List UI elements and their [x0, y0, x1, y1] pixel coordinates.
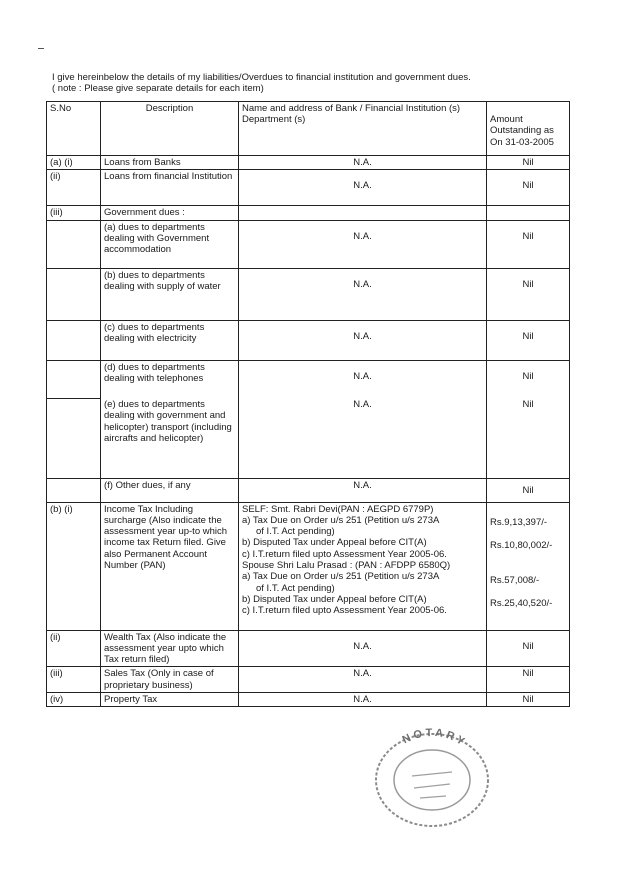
row-sno [47, 398, 101, 478]
table-row [47, 667, 570, 693]
row-amount: Nil [487, 156, 570, 170]
row-amount: Nil [487, 360, 570, 398]
row-amount: Nil [487, 268, 570, 320]
row-sno: (ii) [47, 630, 101, 667]
income-tax-line: c) I.T.return filed upto Assessment Year 2005-06. [242, 548, 447, 560]
income-tax-line: SELF: Smt. Rabri Devi(PAN : AEGPD 6779P) [242, 503, 434, 515]
table-row [47, 156, 570, 170]
row-description: Government dues : [101, 206, 239, 220]
row-description: (e) dues to departments dealing with government and helicopter) transport (including aircrafts and helicopter) [101, 398, 239, 478]
row-description: Income Tax Including surcharge (Also indicate the assessment year up-to which income tax Return filed. Give also Permanent Account Number (PAN) [101, 502, 239, 630]
header-amount: Amount Outstanding as On 31-03-2005 [487, 102, 570, 156]
margin-mark [38, 48, 44, 49]
intro-line-2: ( note : Please give separate details for each item) [52, 83, 264, 94]
row-amount: Nil [487, 398, 570, 478]
row-amount: Nil [487, 630, 570, 667]
row-sno [47, 478, 101, 502]
row-description: (b) dues to departments dealing with supply of water [101, 268, 239, 320]
table-row [47, 502, 570, 630]
row-description: Loans from financial Institution [101, 170, 239, 206]
table-row [47, 398, 570, 478]
row-amounts [487, 502, 570, 630]
income-tax-line: b) Disputed Tax under Appeal before CIT(A) [242, 593, 427, 605]
row-sno [47, 220, 101, 268]
table-row [47, 170, 570, 206]
row-amount [487, 206, 570, 220]
table-row [47, 206, 570, 220]
row-amount: Nil [487, 320, 570, 360]
row-sno: (iii) [47, 206, 101, 220]
row-description: (d) dues to departments dealing with telephones [101, 360, 239, 398]
row-amount: Nil [487, 478, 570, 502]
row-description: Property Tax [101, 693, 239, 707]
income-tax-line: c) I.T.return filed upto Assessment Year 2005-06. [242, 605, 447, 617]
row-sno: (ii) [47, 170, 101, 206]
row-sno: (iv) [47, 693, 101, 707]
row-bank: N.A. [239, 220, 487, 268]
row-bank: N.A. [239, 693, 487, 707]
header-description: Description [101, 102, 239, 156]
amount-value: Rs.9,13,397/- [490, 516, 548, 528]
income-tax-line: a) Tax Due on Order u/s 251 (Petition u/s 273A [242, 571, 440, 583]
row-bank: N.A. [239, 630, 487, 667]
row-bank: N.A. [239, 667, 487, 693]
amount-value: Rs.25,40,520/- [490, 598, 553, 610]
table-row [47, 320, 570, 360]
row-sno: (b) (i) [47, 502, 101, 630]
table-row [47, 478, 570, 502]
notary-stamp [362, 718, 500, 828]
liabilities-table [46, 101, 570, 707]
row-amount: Nil [487, 220, 570, 268]
table-row [47, 220, 570, 268]
row-sno: (a) (i) [47, 156, 101, 170]
header-bank: Name and address of Bank / Financial Institution (s) Department (s) [239, 102, 487, 156]
income-tax-line: of I.T. Act pending) [256, 582, 335, 594]
amount-value: Rs.10,80,002/- [490, 539, 553, 551]
row-amount: Nil [487, 170, 570, 206]
intro-text [52, 72, 471, 94]
row-sno [47, 268, 101, 320]
row-amount: Nil [487, 667, 570, 693]
table-row [47, 630, 570, 667]
row-bank: N.A. [239, 320, 487, 360]
income-tax-line: a) Tax Due on Order u/s 251 (Petition u/s 273A [242, 514, 440, 526]
row-description: (f) Other dues, if any [101, 478, 239, 502]
row-bank: N.A. [239, 268, 487, 320]
row-bank: N.A. [239, 360, 487, 398]
row-sno [47, 360, 101, 398]
header-row [47, 102, 570, 156]
amount-value: Rs.57,008/- [490, 575, 540, 587]
row-bank: N.A. [239, 478, 487, 502]
row-sno: (iii) [47, 667, 101, 693]
income-tax-line: Spouse Shri Lalu Prasad : (PAN : AFDPP 6580Q) [242, 560, 451, 572]
row-description: Loans from Banks [101, 156, 239, 170]
row-bank: N.A. [239, 170, 487, 206]
row-sno [47, 320, 101, 360]
stamp-text: NOTARY [400, 726, 469, 750]
row-bank: N.A. [239, 156, 487, 170]
row-bank-lines [239, 502, 487, 630]
table-row [47, 268, 570, 320]
row-description: Wealth Tax (Also indicate the assessment year upto which Tax return filed) [101, 630, 239, 667]
svg-text:NOTARY [401, 727, 469, 750]
income-tax-line: of I.T. Act pending) [256, 526, 335, 538]
row-bank [239, 206, 487, 220]
table-row [47, 693, 570, 707]
intro-line-1: I give hereinbelow the details of my liabilities/Overdues to financial institution and government dues. [52, 72, 471, 83]
row-bank: N.A. [239, 398, 487, 478]
row-amount: Nil [487, 693, 570, 707]
income-tax-line: b) Disputed Tax under Appeal before CIT(A) [242, 537, 427, 549]
row-description: (c) dues to departments dealing with electricity [101, 320, 239, 360]
row-description: Sales Tax (Only in case of proprietary business) [101, 667, 239, 693]
row-description: (a) dues to departments dealing with Government accommodation [101, 220, 239, 268]
table-row [47, 360, 570, 398]
header-sno: S.No [47, 102, 101, 156]
